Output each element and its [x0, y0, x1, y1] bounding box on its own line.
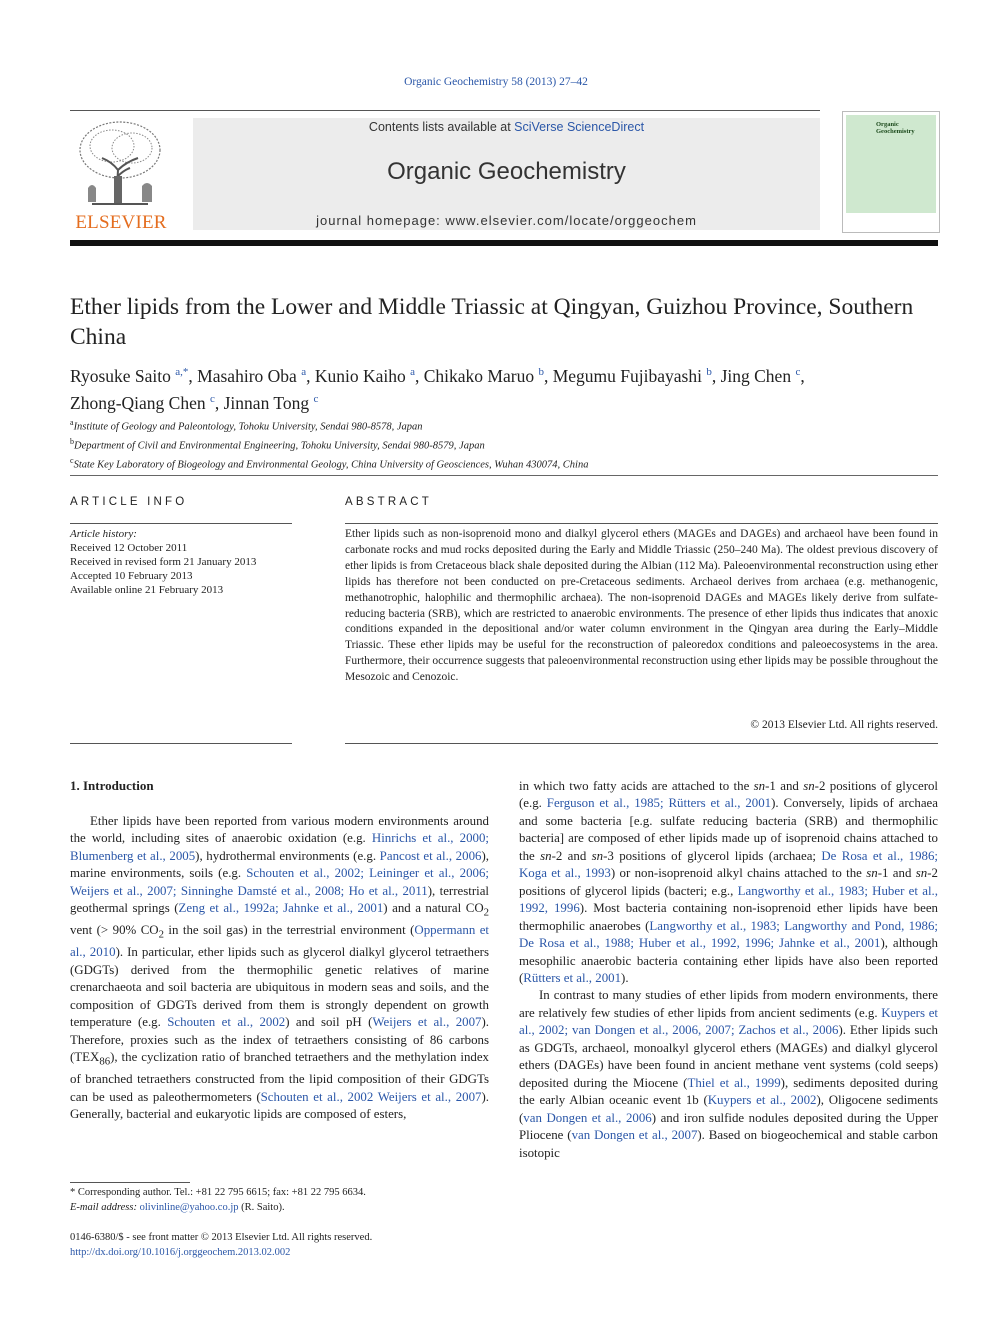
email-link[interactable]: olivinline@yahoo.co.jp [139, 1201, 239, 1213]
issn-notice: 0146-6380/$ - see front matter © 2013 Elsevier Ltd. All rights reserved. http://dx.doi.org/10.1016/j.orggeochem.2013.02.002 [70, 1231, 490, 1260]
author[interactable]: Zhong-Qiang Chen $^c$ [70, 392, 215, 413]
sciencedirect-link[interactable]: SciVerse ScienceDirect [514, 120, 645, 134]
publisher-wordmark: ELSEVIER [75, 212, 167, 233]
cover-title: Organic Geochemistry [876, 121, 915, 135]
header-thick-rule [70, 240, 938, 246]
elsevier-logo [68, 118, 174, 238]
author[interactable]: Chikako Maruo $^b$ [423, 365, 544, 386]
affiliation: $^a$Institute of Geology and Paleontology, Tohoku University, Sendai 980-8578, Japan [70, 418, 423, 433]
author[interactable]: Kunio Kaiho $^a$ [314, 365, 415, 386]
journal-homepage: journal homepage: www.elsevier.com/locate/orggeochem [316, 213, 697, 228]
copyright-notice: © 2013 Elsevier Ltd. All rights reserved. [750, 719, 938, 731]
author[interactable]: Jing Chen $^c$ [720, 365, 801, 386]
affiliation: $^c$State Key Laboratory of Biogeology and Environmental Geology, China University of Geosciences, Wuhan 430074, China [70, 456, 589, 471]
author[interactable]: Megumu Fujibayashi $^b$ [552, 365, 712, 386]
article-title: Ether lipids from the Lower and Middle Triassic at Qingyan, Guizhou Province, Southern China [70, 294, 914, 350]
article-history: Article history: Received 12 October 2011 Received in revised form 21 January 2013 Accepted 10 February 2013 Available online 21 February 2013 [70, 527, 300, 597]
footnote-rule [70, 1182, 190, 1183]
author[interactable]: Masahiro Oba $^a$ [197, 365, 307, 386]
author-list: Ryosuke Saito $^{a,*}$, Masahiro Oba $^a$, Kunio Kaiho $^a$, Chikako Maruo $^b$, Megumu Fujibayashi $^b$, Jing Chen $^c$, Zhong-Qiang Chen $^c$, Jinnan Tong $^c$ [70, 365, 805, 413]
intro-paragraph: In contrast to many studies of ether lipids from modern environments, there are relatively few studies of ether lipids from ancient sediments (e.g. Kuypers et al., 2002; van Dongen et al., 2006, 2007; Zachos et al., 2006). Ether lipids such as GDGTs, archaeol, monoalkyl glycerol ethers (MAGEs) and dialkyl glycerol ethers (DAGEs) have been found in ancient methane vent systems (cold seeps) deposited during the Miocene (Thiel et al., 1999), sediments deposited during the early Albian oceanic event 1b (Kuypers et al., 2002), Oligocene sediments (van Dongen et al., 2006) and iron sulfide nodules deposited during the Upper Pliocene (van Dongen et al., 2007). Based on biogeochemical and stable carbon isotopic [519, 988, 938, 1160]
abstract-heading: ABSTRACT [345, 496, 432, 508]
article-info-heading: ARTICLE INFO [70, 496, 188, 508]
abstract-text: Ether lipids such as non-isoprenoid mono and dialkyl glycerol ethers (MAGEs and DAGEs) and archaeol have been found in carbonate rocks and mud rocks deposited during the Early and Middle Triassic (250–240 Ma). The oldest previous discovery of ether lipids is from Cretaceous black shale deposited during the Albian (112 Ma). Paleoenvironmental reconstruction using ether lipids has therefore not been conducted on pre-Cretaceous sediments. Archaeol derives from archaea (e.g. methanogenic, methanotrophic, halophilic and thermophilic archaea). The non-isoprenoid DAGEs and MAGEs likely derive from sulfate-reducing bacteria (SRB), which are restricted to anaerobic environments. The presence of ether lipids thus indicates that anoxic conditions expanded in the depositional and/or water column environment in the Qingyan area during the Early–Middle Triassic. These ether lipids may be useful for the reconstruction of paleoredox conditions and paleoecosystems in the area. Furthermore, their occurrence suggests that paleoenvironmental reconstruction using ether lipids may be possible throughout the Mesozoic and Cenozoic. [345, 528, 938, 684]
corresponding-author-note: * Corresponding author. Tel.: +81 22 795 6615; fax: +81 22 795 6634. E-mail address: olivinline@yahoo.co.jp (R. Saito). [70, 1187, 366, 1213]
section-rule [70, 475, 938, 476]
intro-column-right [519, 778, 938, 1162]
doi-link[interactable]: http://dx.doi.org/10.1016/j.orggeochem.2013.02.002 [70, 1246, 291, 1258]
journal-banner [193, 118, 820, 230]
author[interactable]: Jinnan Tong $^c$ [223, 392, 319, 413]
journal-title: Organic Geochemistry [387, 158, 626, 185]
intro-paragraph: in which two fatty acids are attached to the sn-1 and sn-2 positions of glycerol (e.g. Ferguson et al., 1985; Rütters et al., 2001). Conversely, lipids of archaea and some bacteria [e.g. sulfate reducing bacteria (SRB) and thermophilic bacteria] are composed of ether lipids made up of isoprenoid chains attached to the sn-2 and sn-3 positions of glycerol lipids (archaea; De Rosa et al., 1986; Koga et al., 1993) or non-isoprenoid alkyl chains attached to the sn-1 and sn-2 positions of glycerol lipids (bacteri; e.g., Langworthy et al., 1983; Huber et al., 1992, 1996). Most bacteria containing non-isoprenoid ether lipids have been thermophilic anaerobes (Langworthy et al., 1983; Langworthy and Pond, 1986; De Rosa et al., 1988; Huber et al., 1992, 1996; Jahnke et al., 2001), although mesophilic anaerobic bacteria containing ether lipids have also been reported (Rütters et al., 2001). [519, 779, 939, 985]
section-heading: 1. Introduction [70, 778, 154, 793]
header-rule [70, 110, 820, 111]
history-item: Accepted 10 February 2013 [70, 570, 193, 582]
affiliation: $^b$Department of Civil and Environmental Engineering, Tohoku University, Sendai 980-8579, Japan [70, 437, 485, 452]
history-item: Received 12 October 2011 [70, 542, 188, 554]
contents-line: Contents lists available at SciVerse ScienceDirect [368, 120, 645, 134]
intro-paragraph: Ether lipids have been reported from various modern environments around the world, including sites of anaerobic oxidation (e.g. Hinrichs et al., 2000; Blumenberg et al., 2005), hydrothermal environments (e.g. Pancost et al., 2006), marine environments, soils (e.g. Schouten et al., 2002; Leininger et al., 2006; Weijers et al., 2007; Sinninghe Damsté et al., 2008; Ho et al., 2011), terrestrial geothermal springs (Zeng et al., 1992a; Jahnke et al., 2001) and a natural $CO_2$ vent (> 90% $CO_2$ in the soil gas) in the terrestrial environment (Oppermann et al., 2010). In particular, ether lipids such as glycerol dialkyl glycerol tetraethers (GDGTs) derived from the thermophilic genetic relatives of marine crenarchaeota and soil bacteria are ubiquitous in modern seas and soils, and the composition of GDGTs derived from them is strongly dependent on growth temperature (e.g. Schouten et al., 2002) and soil pH (Weijers et al., 2007). Therefore, proxies such as the index of tetraethers consisting of 86 carbons $(TEX_{86})$, the cyclization ratio of branched tetraethers and the methylation index of branched tetraethers constructed from the lipid composition of their GDGTs can be used as paleothermometers (Schouten et al., 2002 Weijers et al., 2007). Generally, bacterial and eukaryotic lipids are composed of esters, [70, 814, 490, 1121]
author[interactable]: Ryosuke Saito $^{a,*}$ [70, 365, 189, 386]
homepage-link[interactable]: www.elsevier.com/locate/orggeochem [445, 213, 697, 228]
history-item: Received in revised form 21 January 2013 [70, 556, 257, 568]
journal-cover-thumbnail[interactable] [842, 111, 940, 233]
elsevier-tree-icon [72, 118, 168, 208]
affiliations [70, 416, 940, 473]
history-item: Available online 21 February 2013 [70, 584, 224, 596]
journal-citation[interactable]: Organic Geochemistry 58 (2013) 27–42 [404, 76, 588, 88]
